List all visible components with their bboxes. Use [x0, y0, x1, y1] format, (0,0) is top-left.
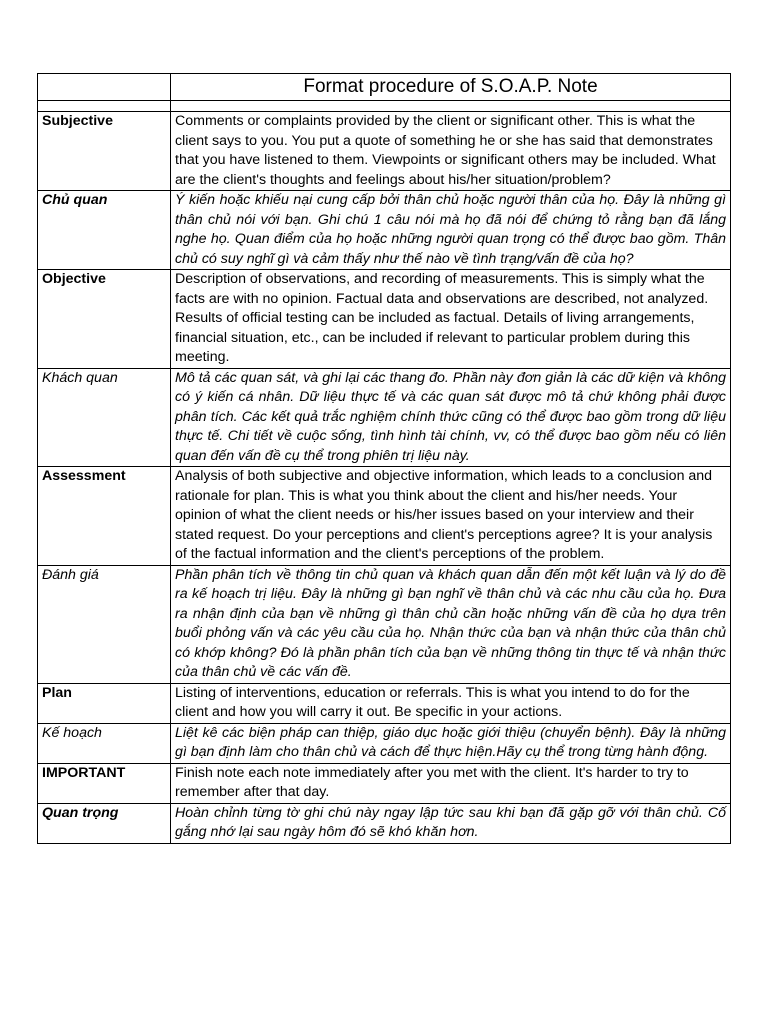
table-row-subjective [38, 112, 731, 191]
row-label-subjective: Subjective [38, 112, 171, 191]
row-text-subjective: Comments or complaints provided by the client or significant other. This is what the client says to you. You put a quote of something he or she has said that demonstrates that you have listened to them. Viewpoints or significant others may be included. What are the client's thoughts and feelings about his/her situation/problem? [171, 112, 731, 191]
row-label-ke-hoach: Kế hoạch [38, 723, 171, 763]
row-text-danh-gia: Phần phân tích về thông tin chủ quan và khách quan dẫn đến một kết luận và lý do đề ra kế hoạch trị liệu. Đây là những gì bạn nghĩ về thân chủ và các nhu cầu của họ. Đưa ra nhận định của bạn về những gì thân chủ cần hoặc những vấn đề của họ dựa trên buổi phỏng vấn và các yêu cầu của họ. Nhận thức của bạn và nhận thức của thân chủ có khớp không? Đó là phần phân tích của bạn về những thông tin thực tế và nhận thức của thân chủ về các vấn đề. [171, 565, 731, 683]
row-text-important: Finish note each note immediately after you met with the client. It's harder to try to remember after that day. [171, 763, 731, 803]
row-label-plan: Plan [38, 683, 171, 723]
table-row-quan-trong [38, 803, 731, 843]
row-label-danh-gia: Đánh giá [38, 565, 171, 683]
table-row-danh-gia [38, 565, 731, 683]
table-row-important [38, 763, 731, 803]
row-text-chu-quan: Ý kiến hoặc khiếu nại cung cấp bởi thân chủ hoặc người thân của họ. Đây là những gì thân chủ nói với bạn. Ghi chú 1 câu nói mà họ đã nói để chứng tỏ rằng bạn đã lắng nghe họ. Quan điểm của họ hoặc những người quan trọng có thể được bao gồm. Thân chủ có suy nghĩ gì và cảm thấy như thế nào về tình trạng/vấn đề của họ? [171, 191, 731, 270]
table-row-chu-quan [38, 191, 731, 270]
spacer-cell [171, 101, 731, 112]
table-row-objective [38, 270, 731, 369]
row-text-plan: Listing of interventions, education or referrals. This is what you intend to do for the client and how you will carry it out. Be specific in your actions. [171, 683, 731, 723]
row-text-ke-hoach: Liệt kê các biện pháp can thiệp, giáo dục hoặc giới thiệu (chuyển bệnh). Đây là những gì bạn định làm cho thân chủ và cách để thực hiện.Hãy cụ thể trong từng hành động. [171, 723, 731, 763]
table-row-ke-hoach [38, 723, 731, 763]
row-label-khach-quan: Khách quan [38, 368, 171, 467]
page-title: Format procedure of S.O.A.P. Note [171, 74, 731, 101]
table-row-khach-quan [38, 368, 731, 467]
row-text-quan-trong: Hoàn chỉnh từng tờ ghi chú này ngay lập tức sau khi bạn đã gặp gỡ với thân chủ. Cố gắng nhớ lại sau ngày hôm đó sẽ khó khăn hơn. [171, 803, 731, 843]
row-label-chu-quan: Chủ quan [38, 191, 171, 270]
soap-note-table [37, 73, 731, 844]
row-text-khach-quan: Mô tả các quan sát, và ghi lại các thang đo. Phần này đơn giản là các dữ kiện và không có ý kiến cá nhân. Dữ liệu thực tế và các quan sát được mô tả chứ không phải được phân tích. Các kết quả trắc nghiệm chính thức cũng có thể được bao gồm trong dữ liệu thực tế. Chi tiết về cuộc sống, tình hình tài chính, vv, có thể được bao gồm nếu có liên quan đến vấn đề cụ thể trong phiên trị liệu này. [171, 368, 731, 467]
row-text-assessment: Analysis of both subjective and objective information, which leads to a conclusion and rationale for plan. This is what you think about the client and his/her needs. Your opinion of what the client needs or his/her issues based on your interview and their stated request. Do your perceptions and client's perceptions agree? It is your analysis of the factual information and the client's perceptions of the problem. [171, 467, 731, 566]
title-left-cell [38, 74, 171, 101]
table-row-assessment [38, 467, 731, 566]
row-label-important: IMPORTANT [38, 763, 171, 803]
spacer-cell [38, 101, 171, 112]
row-text-objective: Description of observations, and recording of measurements. This is simply what the facts are with no opinion. Factual data and observations are described, not analyzed. Results of official testing can be included as factual. Details of living arrangements, financial situation, etc., can be included if relevant to particular problem during this meeting. [171, 270, 731, 369]
row-label-assessment: Assessment [38, 467, 171, 566]
row-label-objective: Objective [38, 270, 171, 369]
table-row-plan [38, 683, 731, 723]
row-label-quan-trong: Quan trọng [38, 803, 171, 843]
